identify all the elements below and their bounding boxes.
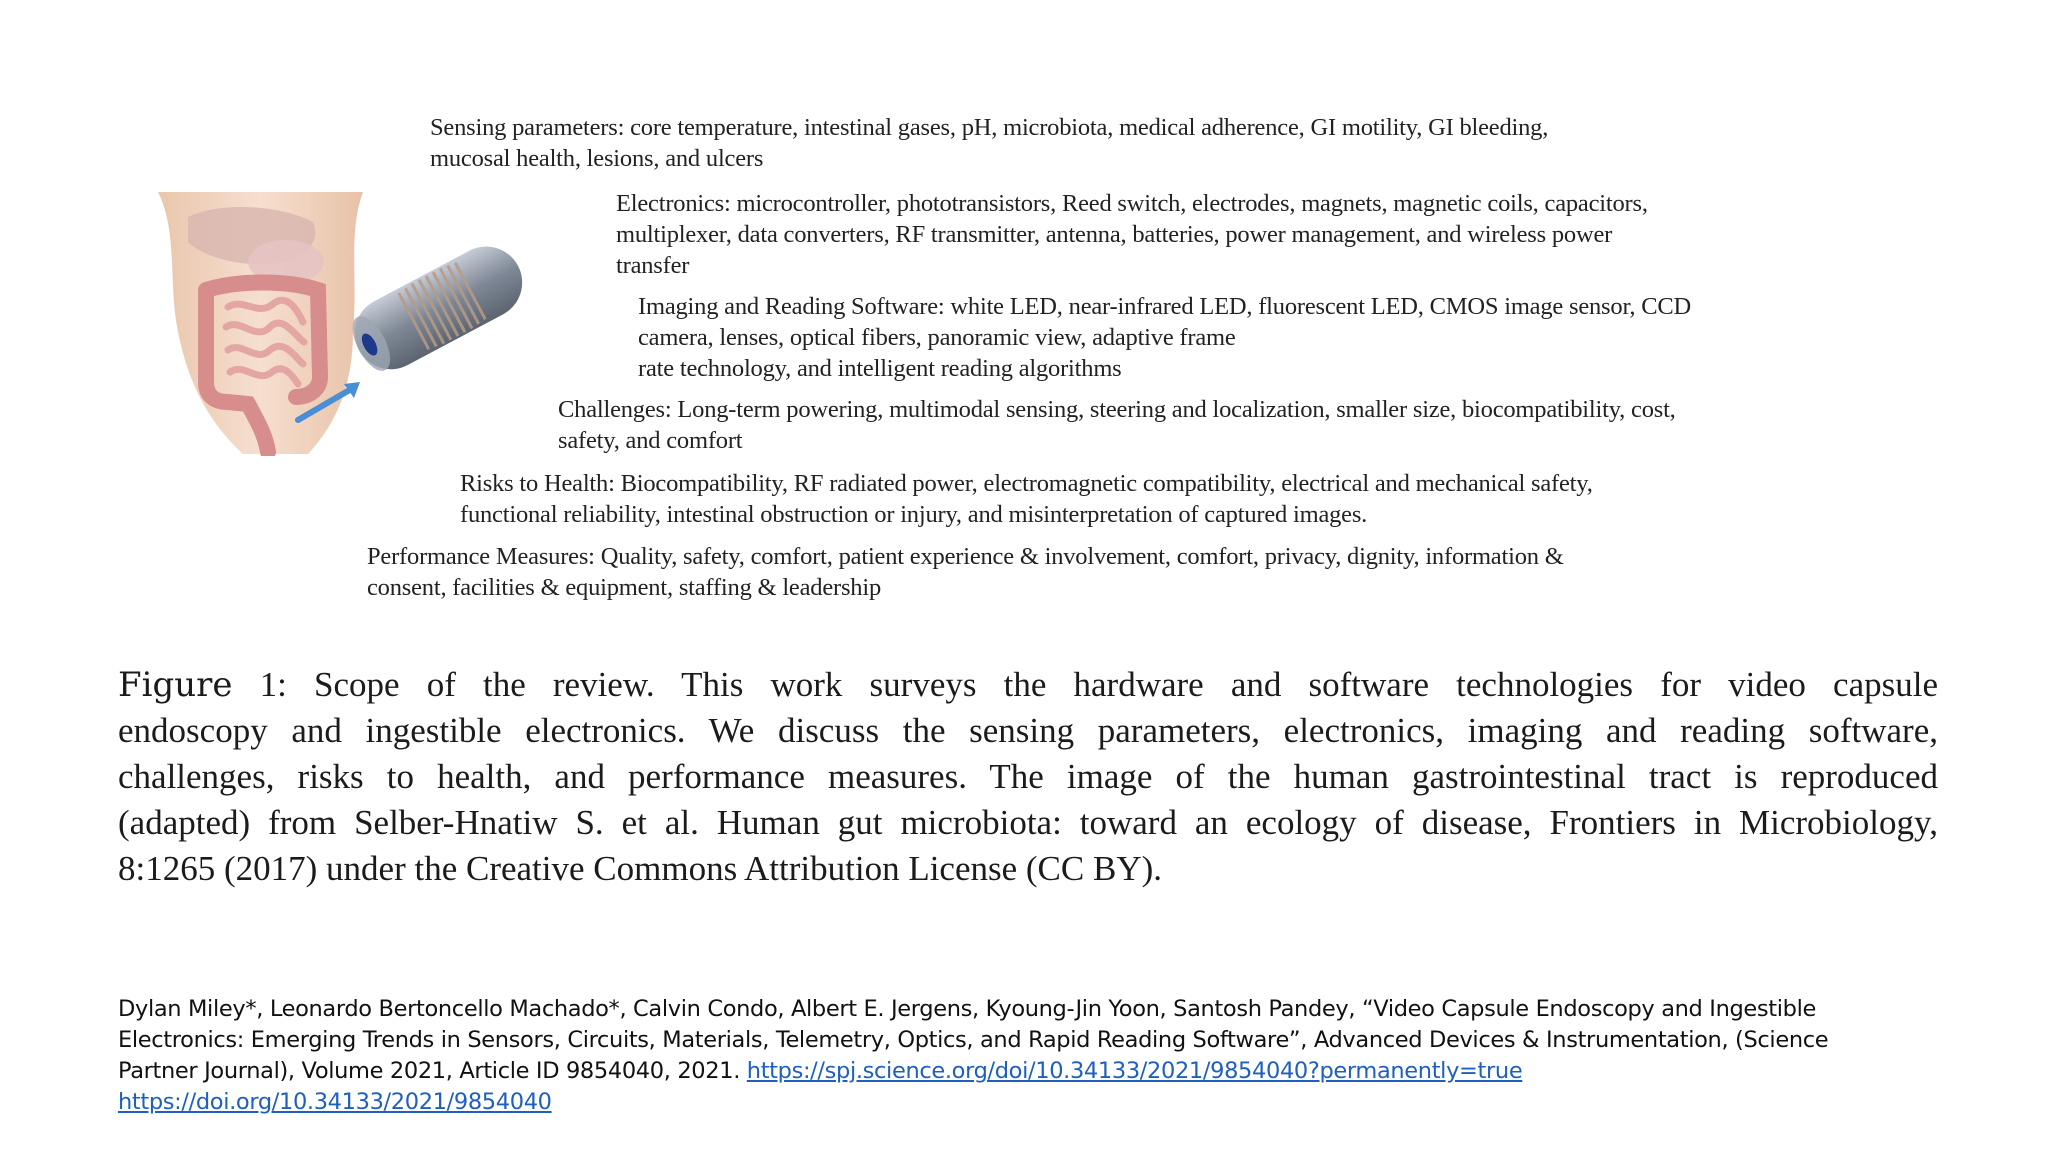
risks-line-2: functional reliability, intestinal obstruction or injury, and misinterpretation of captured images. <box>460 501 1368 528</box>
performance-line-1: Performance Measures: Quality, safety, comfort, patient experience & involvement, comfort, privacy, dignity, information & <box>367 543 1564 570</box>
sensing-line-2: mucosal health, lesions, and ulcers <box>430 145 764 172</box>
risks-line-1: Risks to Health: Biocompatibility, RF radiated power, electromagnetic compatibility, electrical and mechanical safety, <box>460 470 1593 497</box>
citation-line-4 <box>118 1087 1998 1118</box>
figure-caption <box>118 662 1938 892</box>
imaging-line-2: camera, lenses, optical fibers, panoramic view, adaptive frame <box>638 324 1236 351</box>
performance-line-2: consent, facilities & equipment, staffing & leadership <box>367 574 882 601</box>
electronics-line-2: multiplexer, data converters, RF transmitter, antenna, batteries, power management, and wireless power <box>616 221 1613 248</box>
caption-line-5: 8:1265 (2017) under the Creative Commons Attribution License (CC BY). <box>118 849 1163 888</box>
challenges-line-2: safety, and comfort <box>558 427 743 454</box>
citation-line-3-text: Partner Journal), Volume 2021, Article ID 9854040, 2021. <box>118 1058 747 1084</box>
caption-figure-label: Figure <box>118 665 233 705</box>
imaging-line-3: rate technology, and intelligent reading algorithms <box>638 355 1122 382</box>
caption-line-3: challenges, risks to health, and performance measures. The image of the human gastrointestinal tract is reproduced <box>118 757 1938 796</box>
spj-doi-link[interactable]: https://spj.science.org/doi/10.34133/2021/9854040?permanently=true <box>746 1058 1523 1084</box>
sensing-line-1: Sensing parameters: core temperature, intestinal gases, pH, microbiota, medical adherence, GI motility, GI bleeding, <box>430 114 1549 141</box>
caption-line-1-text: 1: Scope of the review. This work surveys the hardware and software technologies for video capsule <box>232 665 1938 704</box>
citation-line-3 <box>118 1056 1998 1087</box>
citation-line-1: Dylan Miley*, Leonardo Bertoncello Machado*, Calvin Condo, Albert E. Jergens, Kyoung-Jin Yoon, Santosh Pandey, “Video Capsule Endoscopy and Ingestible <box>118 996 1816 1022</box>
gi-tract-capsule-illustration <box>148 192 534 456</box>
capsule-icon <box>342 234 534 382</box>
electronics-line-3: transfer <box>616 252 690 279</box>
challenges-line-1: Challenges: Long-term powering, multimodal sensing, steering and localization, smaller size, biocompatibility, cost, <box>558 396 1676 423</box>
citation-block <box>118 994 1998 1118</box>
doi-link[interactable]: https://doi.org/10.34133/2021/9854040 <box>118 1089 552 1115</box>
caption-line-4: (adapted) from Selber-Hnatiw S. et al. Human gut microbiota: toward an ecology of disease, Frontiers in Microbiology, <box>118 803 1938 842</box>
caption-line-1 <box>118 662 1938 708</box>
imaging-line-1: Imaging and Reading Software: white LED, near-infrared LED, fluorescent LED, CMOS image sensor, CCD <box>638 293 1692 320</box>
electronics-line-1: Electronics: microcontroller, phototransistors, Reed switch, electrodes, magnets, magnetic coils, capacitors, <box>616 190 1648 217</box>
citation-line-2: Electronics: Emerging Trends in Sensors, Circuits, Materials, Telemetry, Optics, and Rapid Reading Software”, Advanced Devices & Instrumentation, (Science <box>118 1027 1829 1053</box>
caption-line-2: endoscopy and ingestible electronics. We discuss the sensing parameters, electronics, imaging and reading software, <box>118 711 1938 750</box>
